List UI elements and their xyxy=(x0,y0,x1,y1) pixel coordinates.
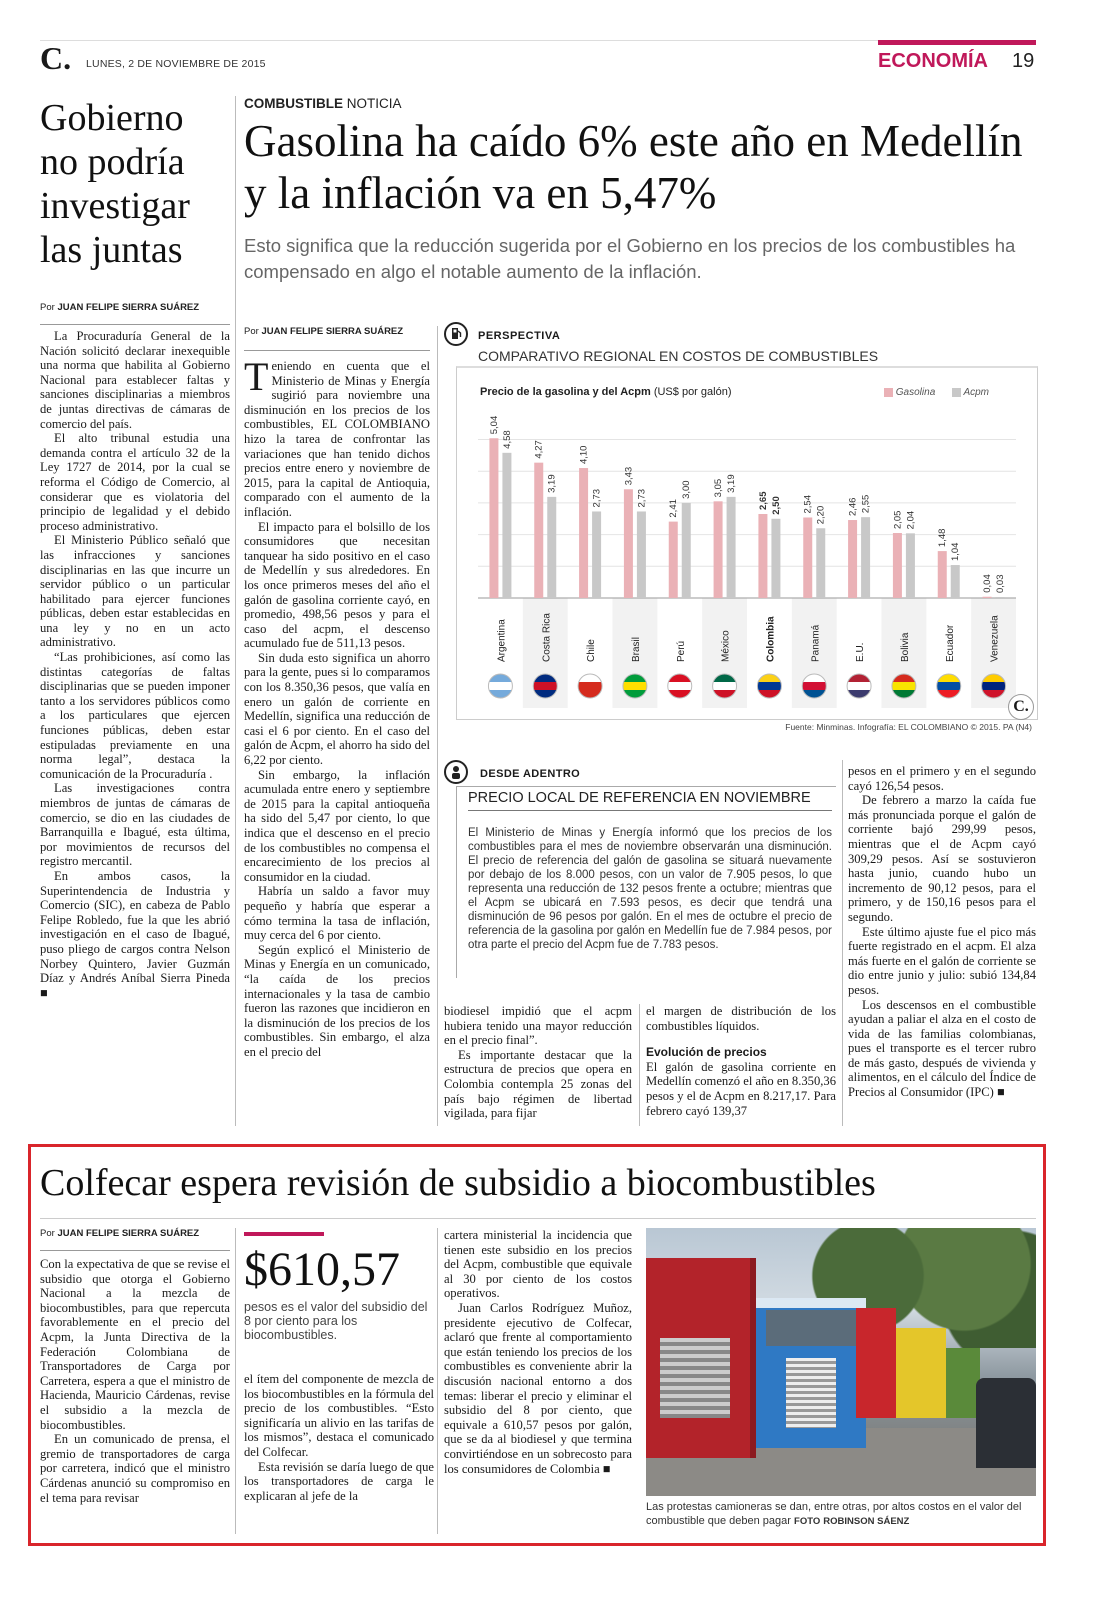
paragraph: El Ministerio Público señaló que las infracciones y sanciones disciplinarias en las que incurre un servidor público o un particular habilitado para ejercer funciones públicas, deben estar establecidas en una ley y no en un acto administrativo. xyxy=(40,533,230,650)
bar-acpm xyxy=(996,597,1005,598)
paragraph: Es importante destacar que la estructura de precios que opera en Colombia contempla 25 zonas del país bajo régimen de libertad vigilada, para fijar xyxy=(444,1047,632,1121)
data-label: 2,73 xyxy=(591,488,603,508)
main-deck: Esto significa que la reducción sugerida por el Gobierno en los precios de los combustibles ha compensado en algo el notable aumento de la inflación. xyxy=(244,235,1016,282)
chart-title-text: Precio de la gasolina y del Acpm xyxy=(480,386,651,398)
paragraph: el ítem del componente de mezcla de los biocombustibles en la fórmula del precio de los combustibles. “Esto significaría un alivio en las tarifas de los mismos”, destaca el comunicado del Colfecar. xyxy=(244,1372,434,1459)
bottom-col2-body xyxy=(244,1372,434,1532)
flag-stripe xyxy=(668,682,692,691)
paragraph: En ambos casos, la Superintendencia de Industria y Comercio (SIC), en cabeza de Pablo Felipe Robledo, fue la que les abrió investigación en el caso de Ibagué, puso pliego de cargos contra Nelson Norbey Quintero, Javier Guzmán Díaz y Andrés Aníbal Sierra Pineda ■ xyxy=(40,868,230,1000)
kicker xyxy=(244,96,1044,111)
subhead: Evolución de precios xyxy=(646,1045,767,1060)
drop-cap: T xyxy=(244,359,269,399)
category-label: Colombia xyxy=(765,616,777,662)
category-label: Bolivia xyxy=(899,632,911,662)
main-col1-body xyxy=(244,359,430,1129)
bar-acpm xyxy=(502,453,511,598)
column-divider xyxy=(235,96,236,1126)
badge-logo: C. xyxy=(1013,698,1029,715)
header-date: LUNES, 2 DE NOVIEMBRE DE 2015 xyxy=(86,58,266,70)
paragraph: De febrero a marzo la caída fue más pronunciada porque el galón de corriente bajó 299,99 pesos, mientras que el de Acpm cayó 309,29 pesos. Así se sostuvieron hasta junio, cuando hubo un incremento de 90,12 pesos, para el primero, y de 150,16 pesos para el segundo. xyxy=(848,793,1036,924)
logo-text: C. xyxy=(40,40,72,76)
paragraph: Habría un saldo a favor muy pequeño y habría que esperar a cómo termina la tasa de inflación, muy cerca del 6 por ciento. xyxy=(244,884,430,943)
paragraph: eniendo en cuenta que el Ministerio de Minas y Energía sugirió para noviembre una disminución en los precios de los combustibles, EL COLOMBIANO hizo la tarea de confrontar las variaciones que han tenido dichos precios entre enero y noviembre de 2015, para la capital de Antioquia, comparado con el aumento de la inflación. xyxy=(244,359,430,519)
title-line: no podría xyxy=(40,141,185,183)
data-label: 3,19 xyxy=(726,474,738,493)
flag-stripe xyxy=(578,682,602,691)
photo-caption xyxy=(646,1500,1036,1529)
chart-source: Fuente: Minminas. Infografía: EL COLOMBIANO © 2015. PA (N4) xyxy=(785,722,1032,732)
big-number: $610,57 xyxy=(244,1243,400,1296)
chart-title-unit: (US$ por galón) xyxy=(653,386,732,398)
bottom-headline: Colfecar espera revisión de subsidio a biocombustibles xyxy=(40,1162,876,1204)
yellow-truck xyxy=(896,1328,946,1418)
category-label: Costa Rica xyxy=(541,613,553,662)
category-label: Ecuador xyxy=(944,624,956,662)
kicker-rest: NOTICIA xyxy=(346,96,402,111)
paragraph: Las investigaciones contra miembros de juntas de cámaras de comercio, se dio en las ciudades de Barranquilla e Ibagué, esta última, por movimientos de recursos del registro mercantil. xyxy=(40,781,230,869)
main-headline: Gasolina ha caído 6% este año en Medellín y la inflación va en 5,47% xyxy=(244,116,1023,218)
paragraph: El galón de gasolina corriente en Medellín comenzó el año en 8.350,36 pesos y el de Acpm en 8.217,17. Para febrero cayó 139,37 xyxy=(646,1059,836,1118)
bar-gasolina xyxy=(848,520,857,598)
flag-stripe xyxy=(668,674,692,683)
data-label: 4,27 xyxy=(533,440,545,459)
data-label: 3,05 xyxy=(713,478,725,498)
bar-gasolina xyxy=(893,533,902,598)
data-label: 3,43 xyxy=(623,466,635,486)
category-label: Perú xyxy=(675,640,687,662)
left-story-title xyxy=(40,96,230,272)
paragraph: biodiesel impidió que el acpm hubiera tenido una mayor reducción en el precio final”. xyxy=(444,1004,632,1048)
category-label: Brasil xyxy=(630,636,642,662)
paragraph: el margen de distribución de los combustibles líquidos. xyxy=(646,1004,836,1033)
legend-label-acpm: Acpm xyxy=(963,387,990,398)
paragraph: “Las prohibiciones, así como las distintas categorías de faltas disciplinarias que se pueden imponer tanto a los servidores públicos como a los particulares que ejercen funciones públicas, deben estar estipuladas previamente en una norma legal”, destaca la comunicación de la Procuraduría . xyxy=(40,650,230,781)
category-label: E.U. xyxy=(855,642,867,662)
paragraph: En un comunicado de prensa, el gremio de transportadores de carga por carretera, indicó que el ministro Cárdenas anunció su compromiso en el tema para revisar xyxy=(40,1432,230,1505)
bar-gasolina xyxy=(624,489,633,598)
bottom-col1 xyxy=(40,1228,230,1534)
title-rule xyxy=(468,810,832,811)
flag-stripe xyxy=(802,682,826,691)
title-line: las juntas xyxy=(40,229,183,271)
flag-stripe xyxy=(757,674,781,683)
data-label: 3,00 xyxy=(681,480,693,499)
data-label: 2,46 xyxy=(847,497,859,517)
author-name: JUAN FELIPE SIERRA SUÁREZ xyxy=(261,326,404,337)
data-label: 2,73 xyxy=(636,488,648,508)
bar-acpm xyxy=(637,511,646,598)
paragraph: La Procuraduría General de la Nación solicitó declarar inexequible una norma que habilita al Gobierno Nacional para establecer faltas y sanciones disciplinarias a miembros de juntas directivas de cámaras de comercio del país. xyxy=(40,329,230,431)
left-story-body xyxy=(40,329,230,1119)
data-label: 0,03 xyxy=(995,574,1007,593)
bottom-col3 xyxy=(444,1228,632,1534)
desde-adentro-text: El Ministerio de Minas y Energía informó que los precios de los combustibles para el mes de noviembre observarán una disminución. El precio de referencia del galón de gasolina se situará nuevamente por debajo de los 8.000 pesos, con un valor de 7.905 pesos, lo que representa una reducción de 132 pesos frente a octubre; mientras que el Acpm se ubicará en 7.593 pesos, es decir que tendrá una disminución de 96 pesos por galón. En el mes de octubre el precio de referencia de la gasolina por galón en Medellín fue de 7.984 pesos, por otra parte el precio del Acpm fue de 7.783 pesos. xyxy=(468,827,832,951)
paragraph: pesos en el primero y en el segundo cayó 126,54 pesos. xyxy=(848,764,1036,793)
bar-acpm xyxy=(906,533,915,598)
bar-acpm xyxy=(951,565,960,598)
bar-gasolina xyxy=(983,597,992,598)
column-divider xyxy=(639,1004,640,1126)
left-byline: Por JUAN FELIPE SIERRA SUÁREZ xyxy=(40,302,200,313)
section-name: ECONOMÍA xyxy=(878,50,988,72)
paragraph: Sin duda esto significa un ahorro para la gente, pues si lo comparamos con los 8.350,36 pesos, que valía en enero un galón de corriente en Medellín, significa una reducción de casi el 6 por ciento. En el caso del galón de Acpm, el ahorro ha sido del 6,22 por ciento. xyxy=(244,650,430,768)
flag-stripe xyxy=(847,674,871,683)
paragraph: Según explicó el Ministerio de Minas y Energía en un comunicado, “la caída de los precios internacionales y la tasa de cambio fueron las razones que incidieron en la disminución de los precios de los combustibles. Sin embargo, el alza en el precio del xyxy=(244,942,430,1059)
category-label: Argentina xyxy=(496,619,508,662)
blue-truck-grille xyxy=(786,1358,836,1428)
headline-rule xyxy=(40,1218,1036,1219)
legend-label-gasolina: Gasolina xyxy=(895,387,936,398)
big-number-caption: pesos es el valor del subsidio del 8 por ciento para los biocombustibles. xyxy=(244,1300,428,1342)
category-label: Venezuela xyxy=(989,615,1001,662)
flag-stripe xyxy=(488,674,512,683)
desde-adentro-box xyxy=(444,760,840,978)
red-truck-grille xyxy=(660,1338,730,1418)
desde-adentro-label: DESDE ADENTRO xyxy=(480,768,581,780)
data-label: 2,04 xyxy=(905,510,917,530)
big-number-rule xyxy=(244,1232,324,1236)
bar-acpm xyxy=(547,497,556,598)
main-col4 xyxy=(848,764,1036,1126)
bar-chart xyxy=(444,322,1040,736)
title-line: Gobierno xyxy=(40,97,184,139)
bar-gasolina xyxy=(669,522,678,598)
byline-rule xyxy=(40,324,230,325)
category-label: Panamá xyxy=(810,624,822,662)
data-label: 0,04 xyxy=(982,574,994,593)
flag-stripe xyxy=(937,674,961,683)
paragraph: Los descensos en el combustible ayudan a paliar el alza en el costo de vida de las familias colombianas, pues el transporte es el tercer rubro de más gasto, después de vivienda y alimentos, en el cálculo del Índice de Precios al Consumidor (IPC) ■ xyxy=(848,997,1036,1100)
column-divider xyxy=(437,1228,438,1534)
photo-credit-label: FOTO xyxy=(794,1516,821,1527)
bar-acpm xyxy=(727,497,736,598)
car xyxy=(976,1378,1036,1468)
flag-stripe xyxy=(533,682,557,691)
perspectiva-title: COMPARATIVO REGIONAL EN COSTOS DE COMBUSTIBLES xyxy=(478,348,879,364)
flag-stripe xyxy=(757,682,781,691)
flag-stripe xyxy=(488,682,512,691)
flag-stripe xyxy=(713,682,737,691)
bar-gasolina xyxy=(579,468,588,598)
caption-text: Las protestas camioneras se dan, entre otras, por altos costos en el valor del combustible que deben pagar xyxy=(646,1501,1022,1527)
bar-gasolina xyxy=(803,517,812,598)
logo xyxy=(40,42,71,74)
blue-truck-windshield xyxy=(766,1310,856,1346)
data-label: 4,58 xyxy=(501,430,513,449)
data-label: 2,41 xyxy=(668,499,680,518)
paragraph: cartera ministerial la incidencia que tienen este subsidio en los precios del Acpm, combustible que equivale al 30 por ciento de los costos operativos. xyxy=(444,1228,632,1301)
main-story-header xyxy=(244,96,1044,308)
data-label: 2,55 xyxy=(860,494,872,514)
bar-gasolina xyxy=(758,514,767,598)
truck-protest-photo xyxy=(646,1228,1036,1496)
bar-acpm xyxy=(861,517,870,598)
bar-acpm xyxy=(771,519,780,598)
data-label: 2,20 xyxy=(815,505,827,525)
paragraph: El impacto para el bolsillo de los consumidores que necesitan tanquear ha sido positivo en el caso de Medellín y sus alrededores. En los once primeros meses del año el galón de gasolina corriente cayó, en promedio, 498,56 pesos y para el caso del acpm, el descenso acumulado fue de 511,13 pesos. xyxy=(244,519,430,651)
bottom-byline: Por JUAN FELIPE SIERRA SUÁREZ xyxy=(40,1228,200,1239)
flag-stripe xyxy=(982,682,1006,691)
flag-stripe xyxy=(892,682,916,691)
bar-acpm xyxy=(682,503,691,598)
bottom-col1-body xyxy=(40,1257,230,1533)
flag-stripe xyxy=(937,682,961,691)
paragraph: Sin embargo, la inflación acumulada entre enero y septiembre de 2015 para la capital antioqueña ha sido del 5,47 por ciento, lo que indica que el descenso en el precio de los combustibles no compensa el encarecimiento de los precios al consumidor en la ciudad. xyxy=(244,767,430,884)
main-col1 xyxy=(244,326,430,1126)
flag-stripe xyxy=(578,674,602,683)
green-truck xyxy=(946,1348,980,1418)
bottom-col2 xyxy=(244,1228,434,1534)
main-col3 xyxy=(646,1004,836,1126)
desde-adentro-title: PRECIO LOCAL DE REFERENCIA EN NOVIEMBRE xyxy=(468,790,811,806)
red-truck-2 xyxy=(856,1308,896,1418)
flag-stripe xyxy=(623,682,647,691)
data-label: 1,04 xyxy=(950,542,962,562)
bar-gasolina xyxy=(489,438,498,598)
perspectiva-box xyxy=(444,322,1040,736)
category-label: Chile xyxy=(586,639,598,662)
paragraph: Este último ajuste fue el pico más fuerte registrado en el acpm. El alza más fuerte en el galón de corriente se dio entre junio y julio: subió 134,84 pesos. xyxy=(848,924,1036,997)
paragraph: Esta revisión se daría luego de que los transportadores de carga le explicaran al jefe de la xyxy=(244,1459,434,1503)
byline-rule xyxy=(244,350,430,351)
data-label: 2,54 xyxy=(802,494,814,514)
data-label: 3,19 xyxy=(546,474,558,493)
main-col2 xyxy=(444,1004,632,1126)
data-label: 5,04 xyxy=(488,415,500,435)
left-story xyxy=(40,96,230,1128)
bar-gasolina xyxy=(714,501,723,598)
paragraph: Con la expectativa de que se revise el subsidio que otorga el Gobierno Nacional a la mezcla de biocombustibles, para que repercuta favorablemente en el precio del Acpm, la Junta Directiva de la Federación Colombiana de Transportadores de Carga por Carretera, espera a que el ministro de Hacienda, Mauricio Cárdenas, revise el subsidio a la mezcla de biocombustibles. xyxy=(40,1257,230,1432)
colombiano-logo-badge xyxy=(1008,694,1034,720)
bar-gasolina xyxy=(534,463,543,598)
data-label: 4,10 xyxy=(578,445,590,465)
author-name: JUAN FELIPE SIERRA SUÁREZ xyxy=(57,1228,200,1239)
byline-rule xyxy=(40,1250,230,1251)
data-label: 2,50 xyxy=(770,496,782,515)
section-accent-bar xyxy=(878,40,1036,45)
page-number: 19 xyxy=(1012,50,1035,72)
title-line: investigar xyxy=(40,185,190,227)
bar-acpm xyxy=(816,528,825,598)
column-divider xyxy=(235,1228,236,1534)
category-label: México xyxy=(720,630,732,662)
bar-gasolina xyxy=(938,551,947,598)
column-divider xyxy=(842,760,843,1126)
header-top-rule xyxy=(40,40,880,41)
data-label: 2,05 xyxy=(892,510,904,530)
data-label: 1,48 xyxy=(937,528,949,548)
paragraph: El alto tribunal estudia una demanda contra el artículo 32 de la Ley 1727 de 2014, por la cual se reforma el Código de Comercio, al considerar que es violatoria del principio de legalidad y el debido proceso administrativo. xyxy=(40,431,230,533)
column-divider xyxy=(437,326,438,1126)
page-header xyxy=(40,40,1040,76)
photo-credit: ROBINSON SÁENZ xyxy=(823,1516,910,1527)
perspectiva-label: PERSPECTIVA xyxy=(478,330,561,342)
paragraph: Juan Carlos Rodríguez Muñoz, presidente ejecutivo de Colfecar, aclaró que frente al comportamiento que están teniendo los precios de los combustibles es conveniente abrir la discusión nacional entorno a dos temas: liberar el precio y eliminar el subsidio del 8 por ciento, que equivale a 610,57 pesos por galón, que se da al biodiesel y que termina convirtiéndose en un sobrecosto para los consumidores de Colombia ■ xyxy=(444,1300,632,1476)
person-icon xyxy=(444,760,468,784)
bar-acpm xyxy=(592,511,601,598)
data-label: 2,65 xyxy=(757,491,769,510)
author-name: JUAN FELIPE SIERRA SUÁREZ xyxy=(57,302,200,313)
kicker-bold: COMBUSTIBLE xyxy=(244,96,343,111)
main-byline: Por JUAN FELIPE SIERRA SUÁREZ xyxy=(244,326,404,337)
flag-stripe xyxy=(847,682,871,691)
